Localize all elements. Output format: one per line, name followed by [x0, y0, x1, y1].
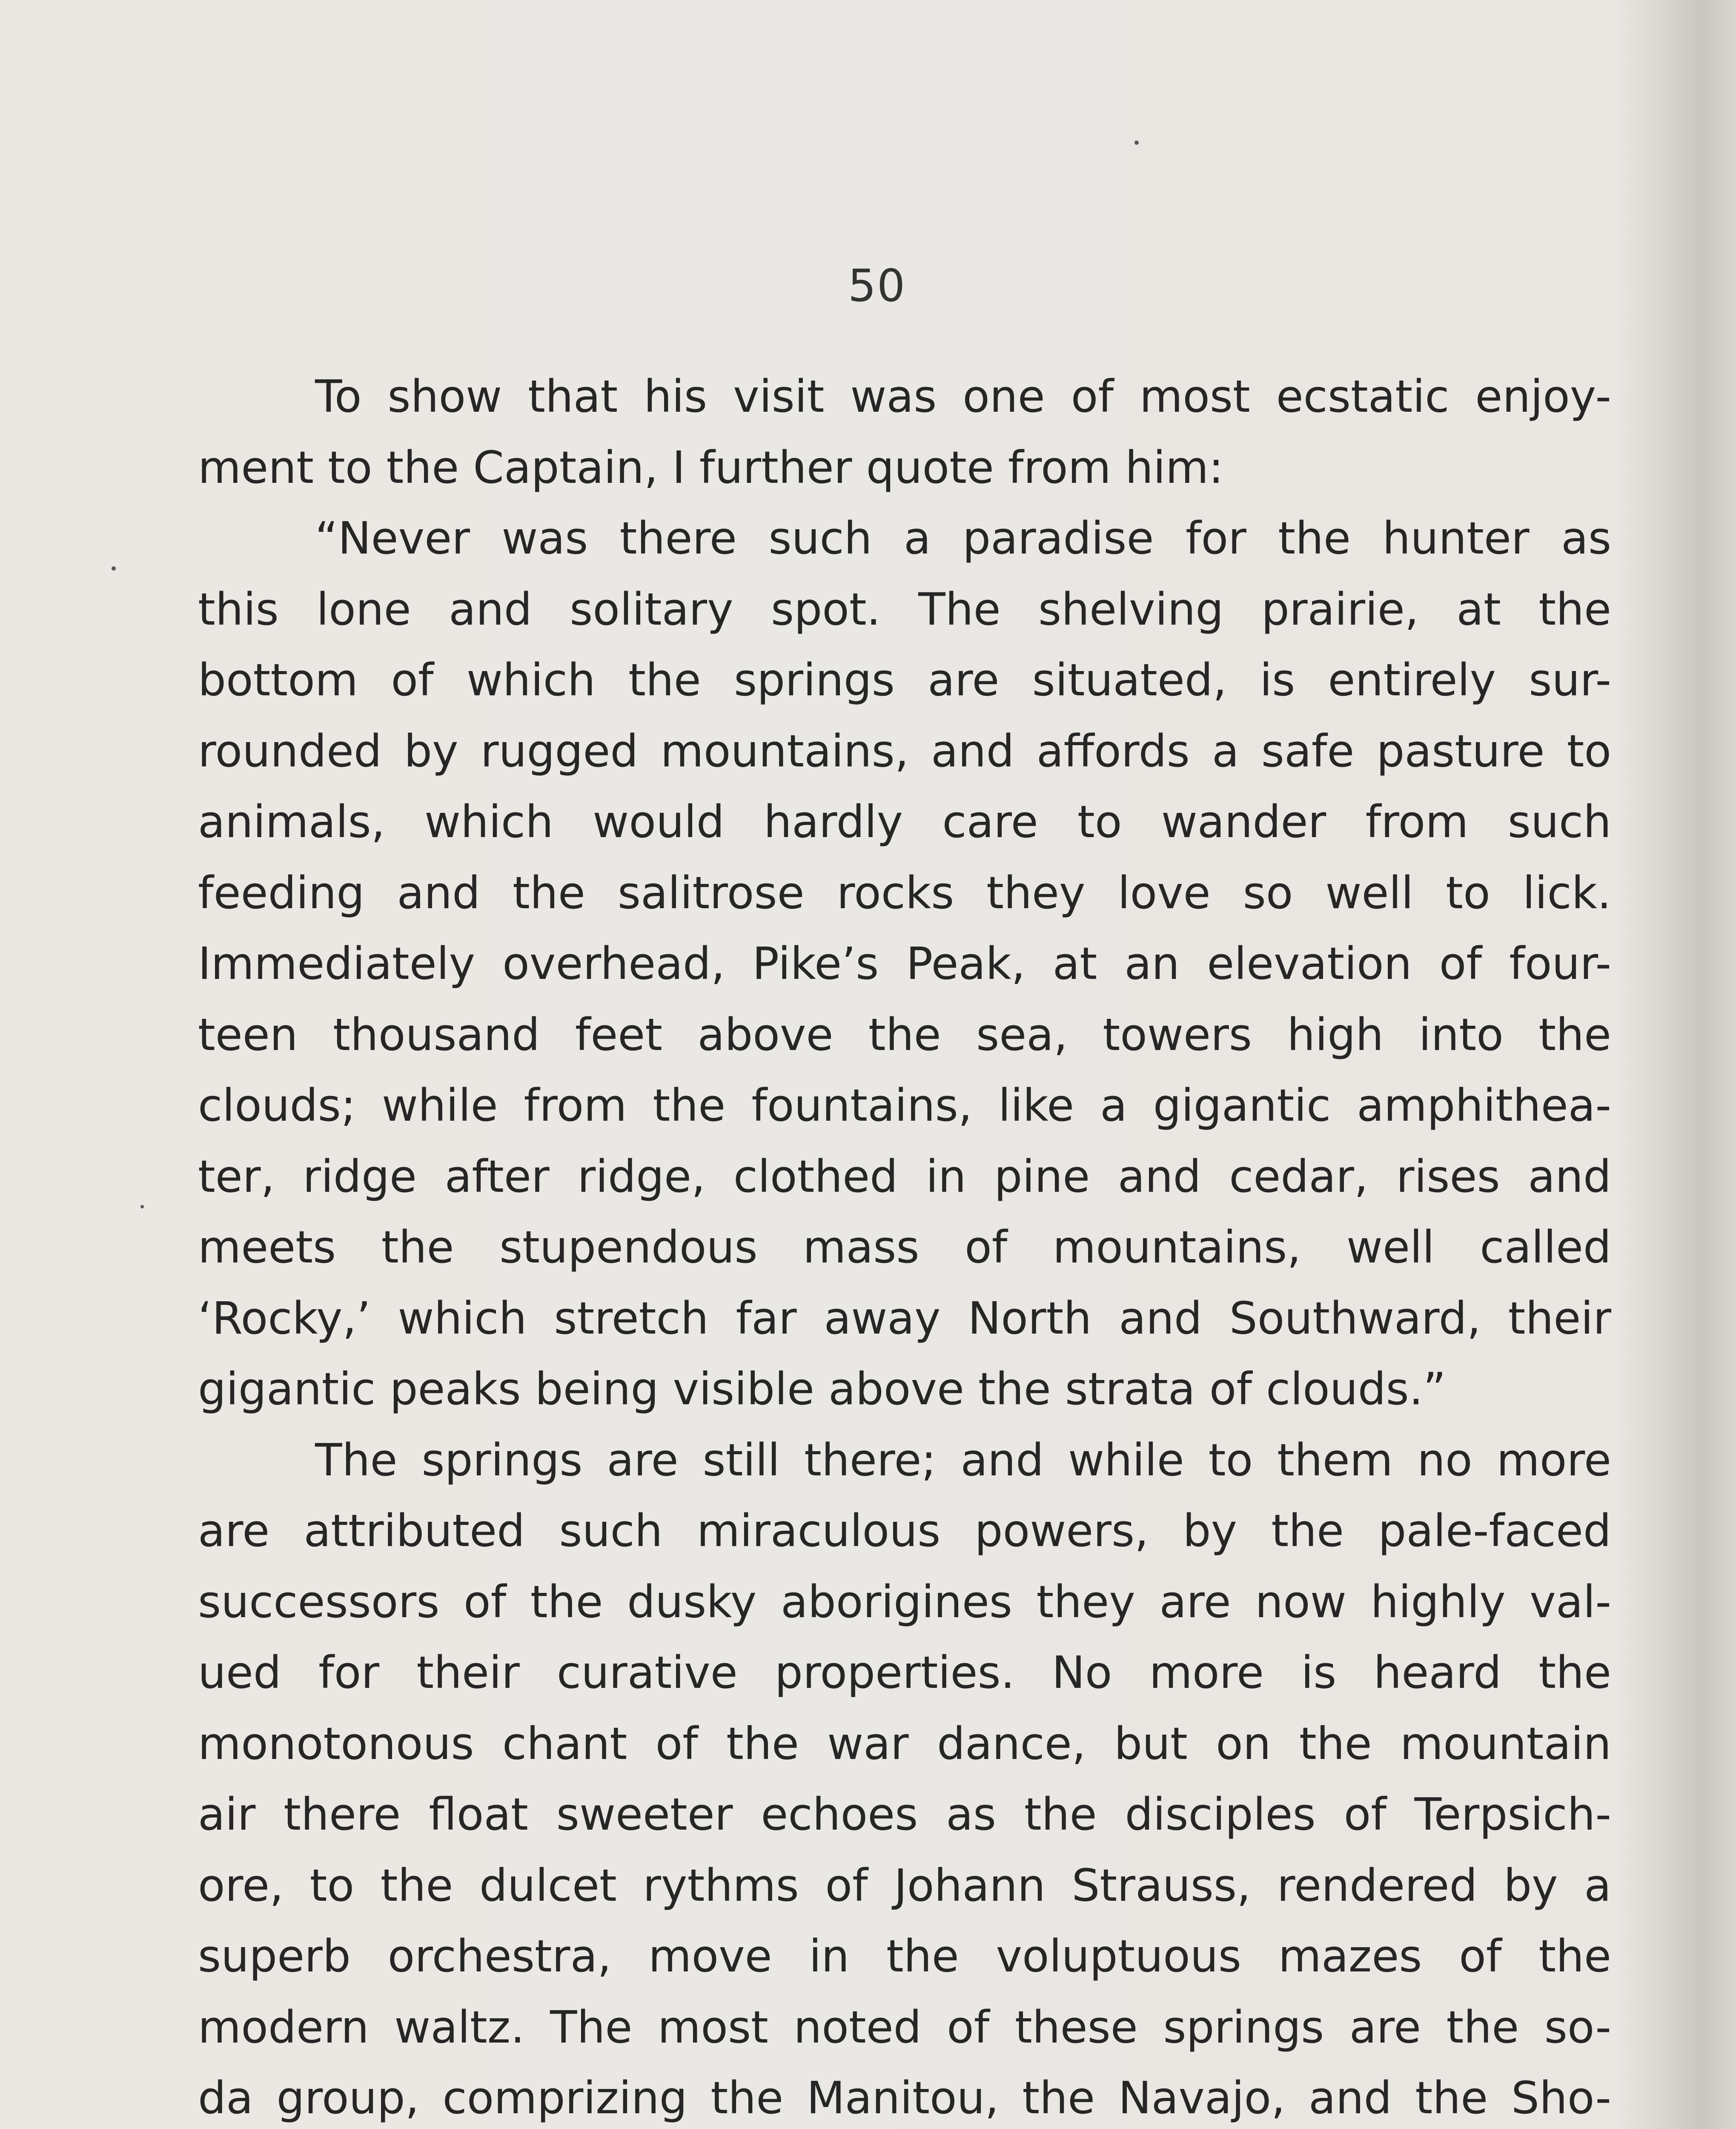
- paper-speck: [112, 566, 116, 571]
- text-line: air there float sweeter echoes as the disciples of Terpsich-: [198, 1788, 1611, 1840]
- text-line: “Never was there such a paradise for the hunter as: [315, 512, 1611, 564]
- text-line: superb orchestra, move in the voluptuous mazes of the: [198, 1930, 1611, 1982]
- text-line: rounded by rugged mountains, and affords a safe pasture to: [198, 725, 1611, 777]
- text-line: To show that his visit was one of most ecstatic enjoy-: [315, 370, 1611, 422]
- text-line: clouds; while from the fountains, like a gigantic amphithea-: [198, 1079, 1611, 1131]
- text-line: ore, to the dulcet rythms of Johann Strauss, rendered by a: [198, 1859, 1611, 1911]
- paper-speck: [1134, 141, 1139, 145]
- text-line: this lone and solitary spot. The shelving prairie, at the: [198, 583, 1611, 635]
- text-line: Immediately overhead, Pike’s Peak, at an elevation of four-: [198, 938, 1611, 990]
- text-line: gigantic peaks being visible above the strata of clouds.”: [198, 1363, 1446, 1415]
- text-line: ‘Rocky,’ which stretch far away North and Southward, their: [198, 1292, 1611, 1344]
- text-line: monotonous chant of the war dance, but on the mountain: [198, 1717, 1611, 1770]
- text-line: ter, ridge after ridge, clothed in pine and cedar, rises and: [198, 1150, 1611, 1202]
- page-number: 50: [848, 260, 906, 312]
- text-line: feeding and the salitrose rocks they love so well to lick.: [198, 867, 1611, 919]
- paper-speck: [140, 1205, 144, 1208]
- text-line: ment to the Captain, I further quote from him:: [198, 441, 1224, 494]
- text-line: da group, comprizing the Manitou, the Navajo, and the Sho-: [198, 2072, 1611, 2124]
- text-line: bottom of which the springs are situated, is entirely sur-: [198, 654, 1611, 706]
- text-line: successors of the dusky aborigines they are now highly val-: [198, 1575, 1611, 1628]
- text-line: teen thousand feet above the sea, towers high into the: [198, 1008, 1611, 1061]
- text-line: are attributed such miraculous powers, by the pale-faced: [198, 1505, 1611, 1557]
- text-line: ued for their curative properties. No more is heard the: [198, 1647, 1611, 1699]
- text-line: modern waltz. The most noted of these springs are the so-: [198, 2001, 1611, 2053]
- text-line: The springs are still there; and while to them no more: [315, 1434, 1611, 1486]
- text-line: animals, which would hardly care to wander from such: [198, 796, 1611, 848]
- body-text: [198, 361, 1611, 2129]
- text-line: meets the stupendous mass of mountains, well called: [198, 1221, 1611, 1273]
